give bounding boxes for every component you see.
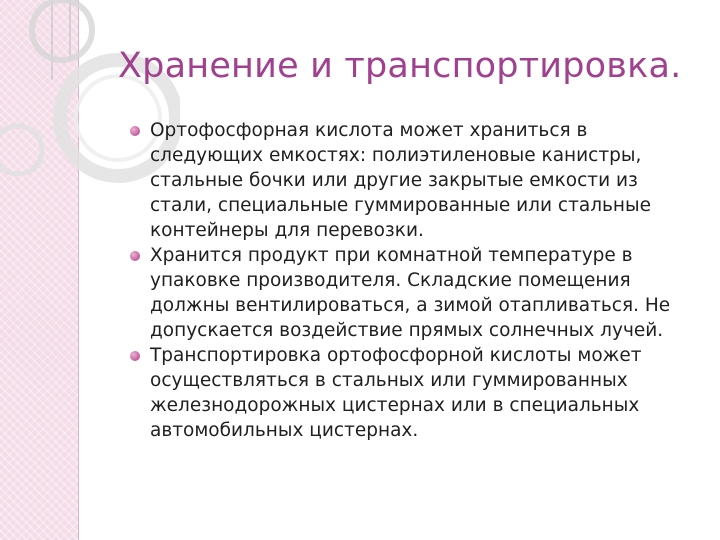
bullet-list: [130, 118, 690, 443]
bullet-icon: [130, 351, 140, 361]
bullet-item-storage-conditions: [130, 243, 690, 343]
slide-body: [130, 118, 690, 443]
bullet-text: Хранится продукт при комнатной температуре в упаковке производителя. Складские помещения должны вентилироваться, а зимой отапливаться. Не допускается воздействие прямых солнечных лучей.: [150, 245, 671, 341]
bullet-item-transportation: [130, 343, 690, 443]
bullet-item-storage-containers: [130, 118, 690, 243]
slide-title: Хранение и транспортировка.: [118, 46, 682, 86]
bullet-text: Транспортировка ортофосфорной кислоты может осуществляться в стальных или гуммированных железнодорожных цистернах или в специальных автомобильных цистернах.: [150, 345, 642, 441]
decorative-side-band: [0, 0, 78, 540]
bullet-icon: [130, 126, 140, 136]
bullet-text: Ортофосфорная кислота может храниться в следующих емкостях: полиэтиленовые канистры, стальные бочки или другие закрытые емкости из стали, специальные гуммированные или стальные контейнеры для перевозки.: [150, 120, 651, 241]
bullet-icon: [130, 251, 140, 261]
band-divider-line: [78, 0, 79, 540]
